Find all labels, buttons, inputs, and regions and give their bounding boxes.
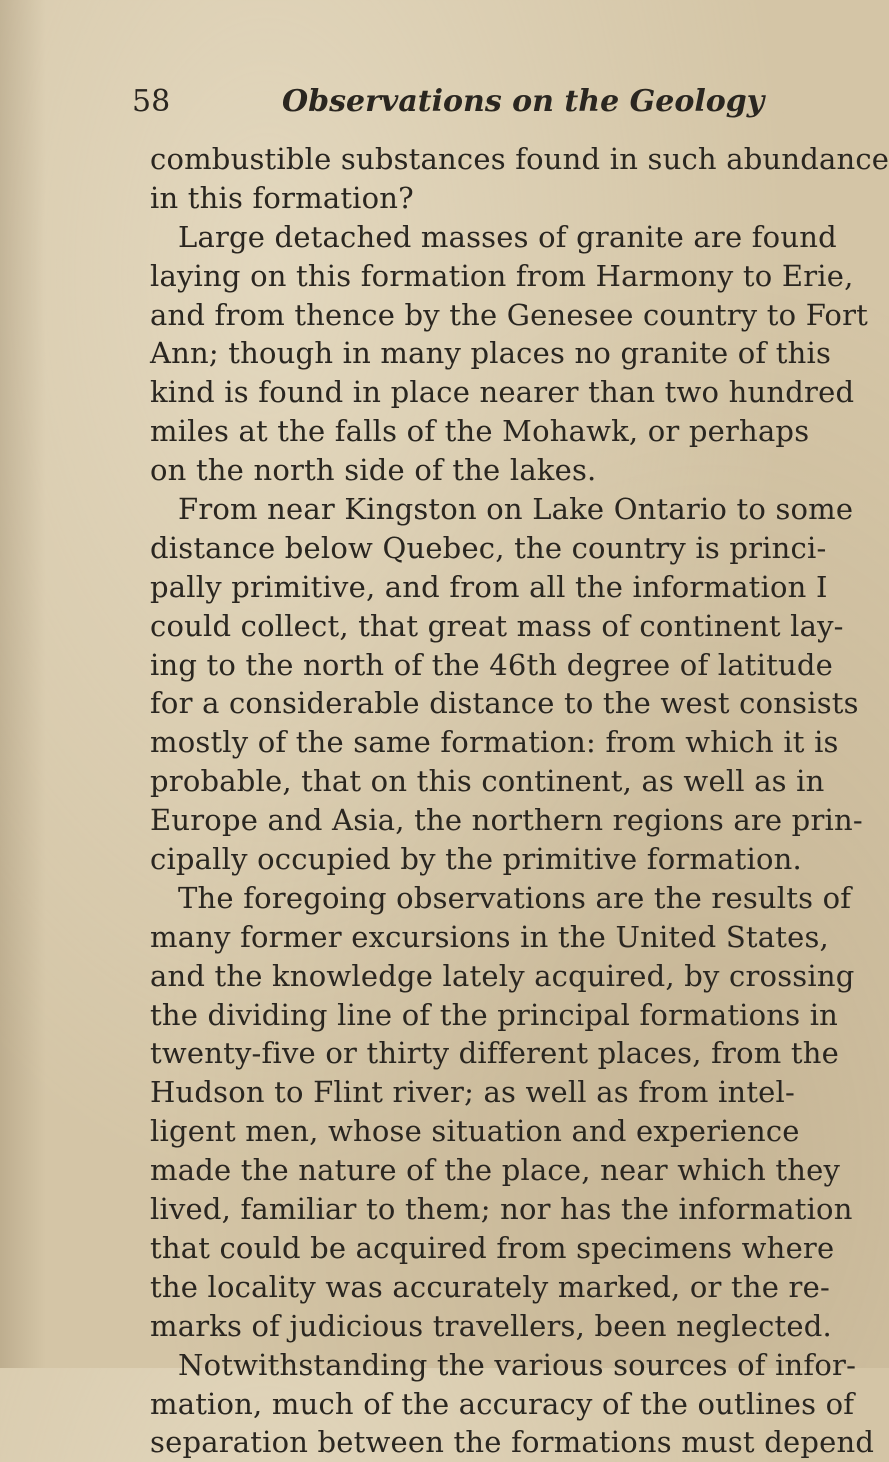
text-line: made the nature of the place, near which they [150, 1153, 841, 1188]
paragraph-start-line: Notwithstanding the various sources of infor- [178, 1347, 857, 1382]
text-line: twenty-five or thirty different places, from the [150, 1036, 839, 1071]
text-line: for a considerable distance to the west consists [150, 686, 859, 721]
text-line: Europe and Asia, the northern regions are prin- [150, 803, 863, 838]
text-line: combustible substances found in such abundance [150, 142, 889, 176]
text-line: cipally occupied by the primitive formation. [150, 842, 802, 877]
text-line: laying on this formation from Harmony to Erie, [150, 258, 854, 293]
text-line: the locality was accurately marked, or the re- [150, 1269, 830, 1304]
text-line: Ann; though in many places no granite of this [150, 336, 832, 371]
text-line: ligent men, whose situation and experience [150, 1114, 800, 1149]
text-line: in this formation? [150, 180, 414, 215]
running-title: Observations on the Geology [282, 84, 765, 119]
page-number: 58 [132, 84, 171, 119]
text-line: marks of judicious travellers, been neglected. [150, 1308, 832, 1343]
text-line: distance below Quebec, the country is princi- [150, 530, 827, 565]
text-line: mostly of the same formation: from which it is [150, 725, 839, 760]
paragraph-start-line: Large detached masses of granite are found [178, 219, 837, 254]
page-gutter-shadow [0, 0, 46, 1368]
text-line: on the north side of the lakes. [150, 453, 597, 488]
text-line: mation, much of the accuracy of the outlines of [150, 1386, 855, 1421]
text-line: the dividing line of the principal formations in [150, 997, 839, 1032]
text-line: Hudson to Flint river; as well as from intel- [150, 1075, 796, 1110]
page-header [132, 78, 772, 126]
text-line: and from thence by the Genesee country to Fort [150, 297, 869, 332]
text-line: lived, familiar to them; nor has the information [150, 1192, 853, 1227]
text-line: could collect, that great mass of continent lay- [150, 608, 844, 643]
body-text [150, 140, 889, 1462]
paragraph-start-line: The foregoing observations are the results of [178, 880, 852, 915]
text-line: ing to the north of the 46th degree of latitude [150, 647, 833, 682]
text-line: probable, that on this continent, as well as in [150, 764, 825, 799]
text-line: miles at the falls of the Mohawk, or perhaps [150, 414, 810, 449]
text-line: separation between the formations must depend [150, 1425, 875, 1460]
text-line: kind is found in place nearer than two hundred [150, 375, 855, 410]
paragraph-start-line: From near Kingston on Lake Ontario to some [178, 492, 854, 527]
text-line: pally primitive, and from all the information I [150, 569, 828, 604]
text-line: many former excursions in the United States, [150, 919, 829, 954]
text-line: and the knowledge lately acquired, by crossing [150, 958, 855, 993]
text-line: that could be acquired from specimens where [150, 1230, 835, 1265]
